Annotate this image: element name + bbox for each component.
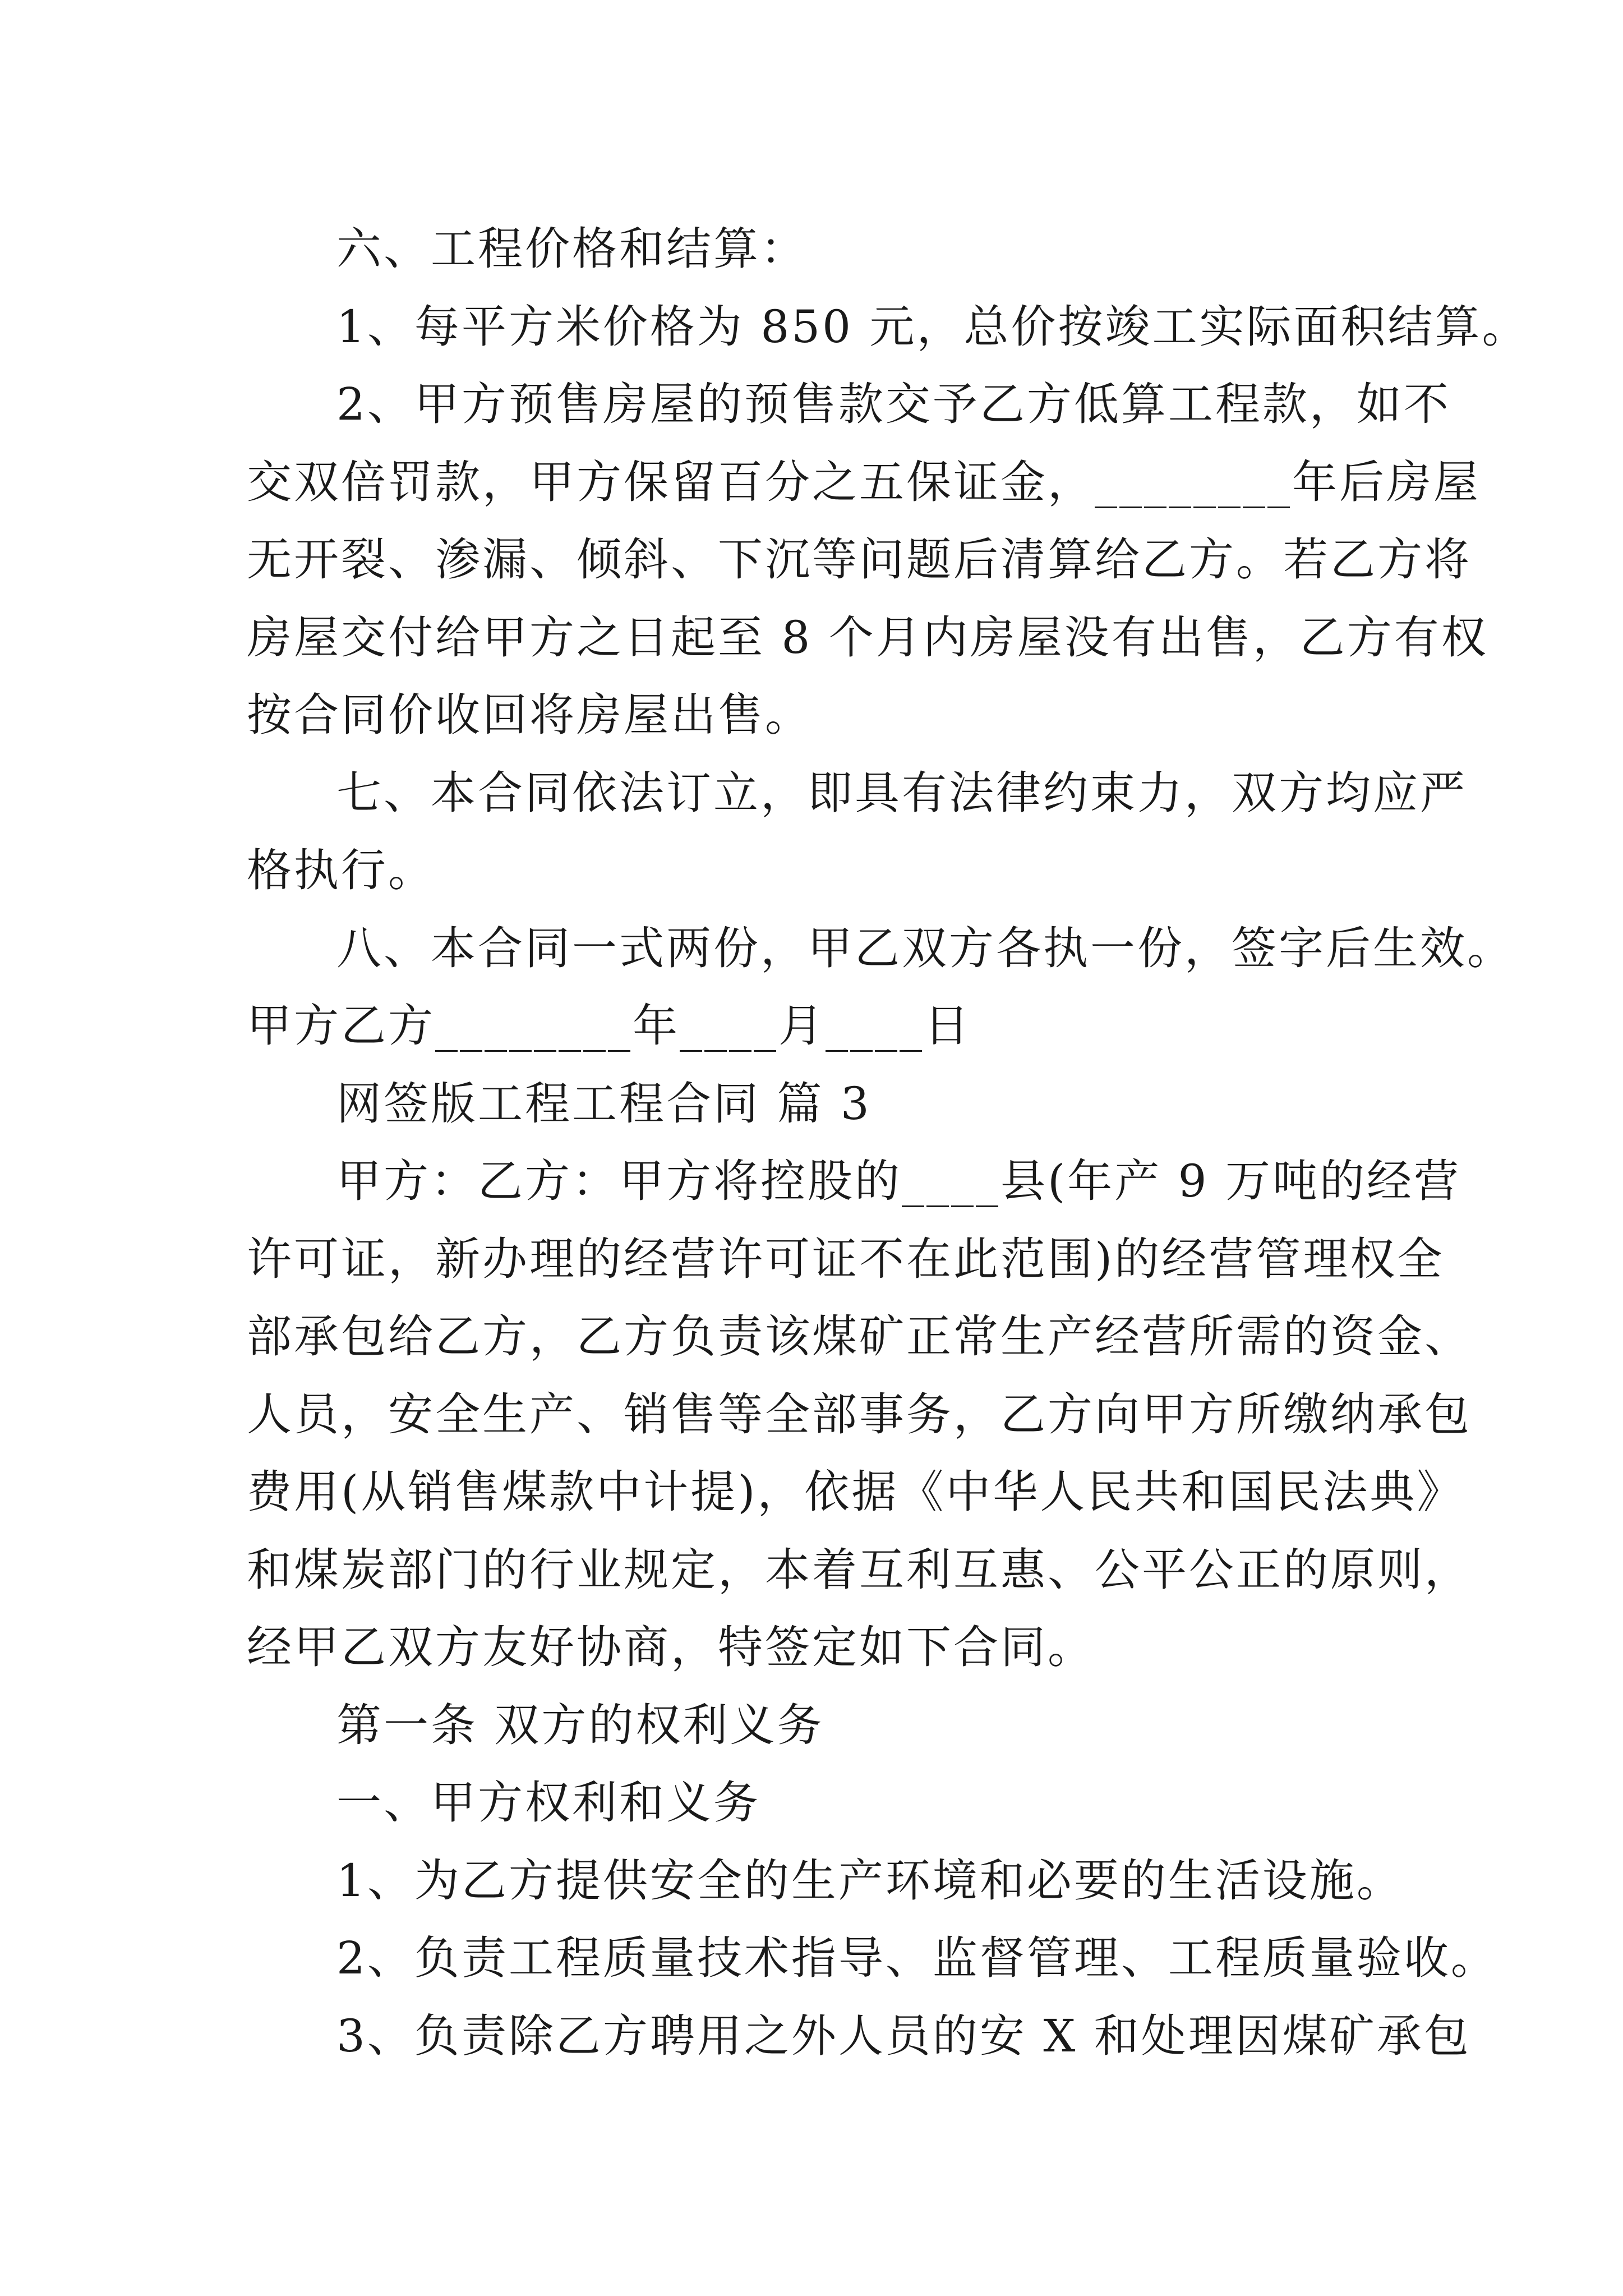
- paragraph-line: 1、为乙方提供安全的生产环境和必要的生活设施。: [336, 1854, 1404, 1907]
- article-heading: 第一条 双方的权利义务: [336, 1699, 824, 1751]
- section-heading-seven: 七、本合同依法订立，即具有法律约束力，双方均应严: [336, 766, 1467, 819]
- paragraph-line: 许可证，新办理的经营许可证不在此范围)的经营管理权全: [247, 1232, 1445, 1285]
- subsection-heading: 一、甲方权利和义务: [336, 1777, 760, 1829]
- section-heading-eight: 八、本合同一式两份，甲乙双方各执一份，签字后生效。: [336, 922, 1514, 974]
- paragraph-line: 按合同价收回将房屋出售。: [247, 689, 812, 741]
- signature-line: 甲方乙方________年____月____日: [247, 1000, 971, 1052]
- paragraph-line: 2、甲方预售房屋的预售款交予乙方低算工程款，如不: [336, 378, 1451, 430]
- paragraph-line: 经甲乙双方友好协商，特签定如下合同。: [247, 1621, 1095, 1673]
- paragraph-line: 人员，安全生产、销售等全部事务，乙方向甲方所缴纳承包: [247, 1388, 1472, 1441]
- paragraph-line: 无开裂、渗漏、倾斜、下沉等问题后清算给乙方。若乙方将: [247, 533, 1472, 586]
- paragraph-line: 格执行。: [247, 844, 435, 896]
- document-body: [247, 210, 1529, 2075]
- section-heading-six: 六、工程价格和结算：: [336, 223, 808, 275]
- paragraph-line: 房屋交付给甲方之日起至 8 个月内房屋没有出售，乙方有权: [247, 611, 1488, 664]
- paragraph-line: 3、负责除乙方聘用之外人员的安 X 和处理因煤矿承包: [336, 2009, 1471, 2062]
- paragraph-line: 费用(从销售煤款中计提)，依据《中华人民共和国民法典》: [247, 1466, 1464, 1518]
- paragraph-line: 部承包给乙方，乙方负责该煤矿正常生产经营所需的资金、: [247, 1310, 1472, 1363]
- contract-title: 网签版工程工程合同 篇 3: [336, 1077, 872, 1130]
- paragraph-line: 和煤炭部门的行业规定，本着互利互惠、公平公正的原则，: [247, 1543, 1472, 1596]
- paragraph-line: 交双倍罚款，甲方保留百分之五保证金，________年后房屋: [247, 455, 1481, 508]
- paragraph-line: 1、每平方米价格为 850 元，总价按竣工实际面积结算。: [336, 300, 1529, 353]
- paragraph-line: 甲方：乙方：甲方将控股的____县(年产 9 万吨的经营: [336, 1155, 1461, 1207]
- paragraph-line: 2、负责工程质量技术指导、监督管理、工程质量验收。: [336, 1932, 1498, 1984]
